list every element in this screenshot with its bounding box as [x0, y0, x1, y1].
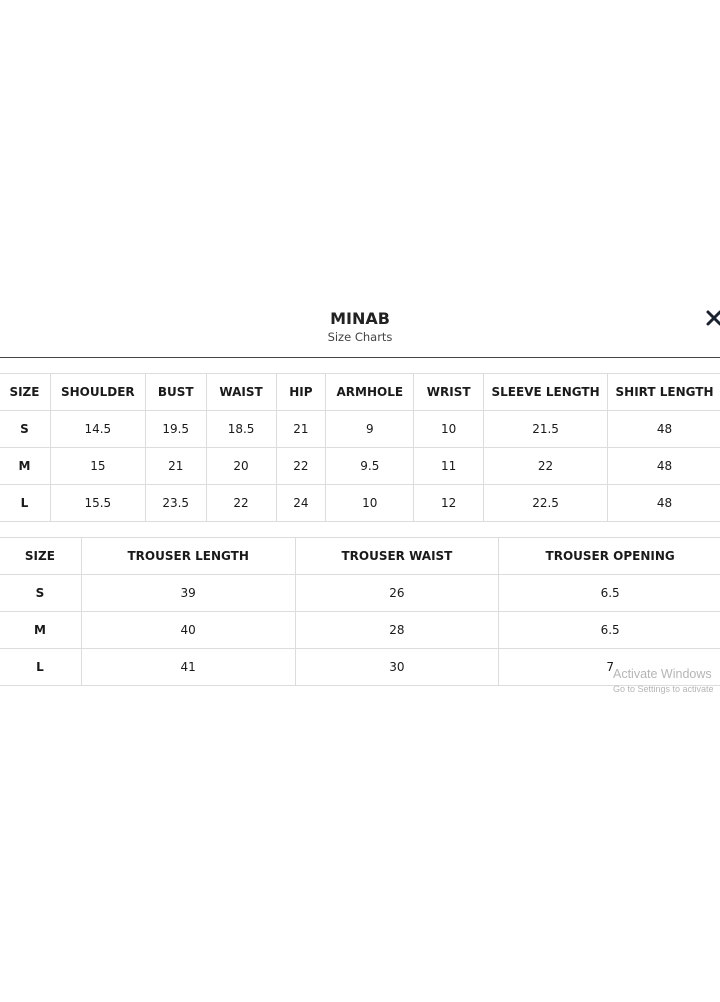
- table-cell: 22: [484, 448, 608, 485]
- table-cell: 6.5: [499, 575, 720, 612]
- table-cell: 26: [295, 575, 499, 612]
- table-cell: 23.5: [145, 485, 206, 522]
- table-cell: 48: [608, 485, 720, 522]
- table-cell: 22: [206, 485, 276, 522]
- size-cell: M: [0, 448, 50, 485]
- size-cell: M: [0, 612, 81, 649]
- table-cell: 15: [50, 448, 145, 485]
- close-button[interactable]: [704, 308, 720, 328]
- table-cell: 7: [499, 649, 720, 686]
- table-cell: 39: [81, 575, 295, 612]
- column-header: ARMHOLE: [326, 374, 414, 411]
- table-row: [0, 448, 720, 485]
- table-cell: 10: [414, 411, 484, 448]
- table-header-row: [0, 538, 720, 575]
- table-cell: 9: [326, 411, 414, 448]
- column-header: TROUSER LENGTH: [81, 538, 295, 575]
- table-cell: 9.5: [326, 448, 414, 485]
- modal-title: MINAB: [330, 309, 390, 328]
- table-cell: 11: [414, 448, 484, 485]
- column-header: SHOULDER: [50, 374, 145, 411]
- table-cell: 21: [276, 411, 326, 448]
- header-divider: [0, 357, 720, 358]
- table-row: [0, 612, 720, 649]
- modal-subtitle: Size Charts: [327, 330, 393, 344]
- close-icon: [704, 308, 720, 328]
- table-cell: 48: [608, 411, 720, 448]
- column-header: HIP: [276, 374, 326, 411]
- column-header: SHIRT LENGTH: [608, 374, 720, 411]
- table-cell: 10: [326, 485, 414, 522]
- table-cell: 15.5: [50, 485, 145, 522]
- trouser-size-table: [0, 537, 720, 686]
- table-row: [0, 485, 720, 522]
- column-header: BUST: [145, 374, 206, 411]
- table-cell: 41: [81, 649, 295, 686]
- table-row: [0, 649, 720, 686]
- table-cell: 19.5: [145, 411, 206, 448]
- modal-header: [0, 300, 720, 350]
- table-cell: 22.5: [484, 485, 608, 522]
- table-header-row: [0, 374, 720, 411]
- column-header: SIZE: [0, 374, 50, 411]
- table-cell: 24: [276, 485, 326, 522]
- watermark-title: Activate Windows: [613, 667, 712, 681]
- column-header: SLEEVE LENGTH: [484, 374, 608, 411]
- table-cell: 21: [145, 448, 206, 485]
- table-cell: 40: [81, 612, 295, 649]
- column-header: SIZE: [0, 538, 81, 575]
- size-cell: L: [0, 485, 50, 522]
- table-cell: 6.5: [499, 612, 720, 649]
- table-cell: 14.5: [50, 411, 145, 448]
- size-cell: S: [0, 575, 81, 612]
- table-cell: 21.5: [484, 411, 608, 448]
- table-cell: 20: [206, 448, 276, 485]
- size-cell: S: [0, 411, 50, 448]
- column-header: TROUSER WAIST: [295, 538, 499, 575]
- column-header: WAIST: [206, 374, 276, 411]
- table-cell: 48: [608, 448, 720, 485]
- table-cell: 18.5: [206, 411, 276, 448]
- shirt-size-table: [0, 373, 720, 522]
- size-cell: L: [0, 649, 81, 686]
- activation-watermark: [613, 667, 714, 694]
- table-cell: 30: [295, 649, 499, 686]
- column-header: TROUSER OPENING: [499, 538, 720, 575]
- table-cell: 12: [414, 485, 484, 522]
- watermark-subtitle: Go to Settings to activate: [613, 684, 714, 694]
- table-row: [0, 575, 720, 612]
- table-cell: 22: [276, 448, 326, 485]
- table-row: [0, 411, 720, 448]
- column-header: WRIST: [414, 374, 484, 411]
- table-cell: 28: [295, 612, 499, 649]
